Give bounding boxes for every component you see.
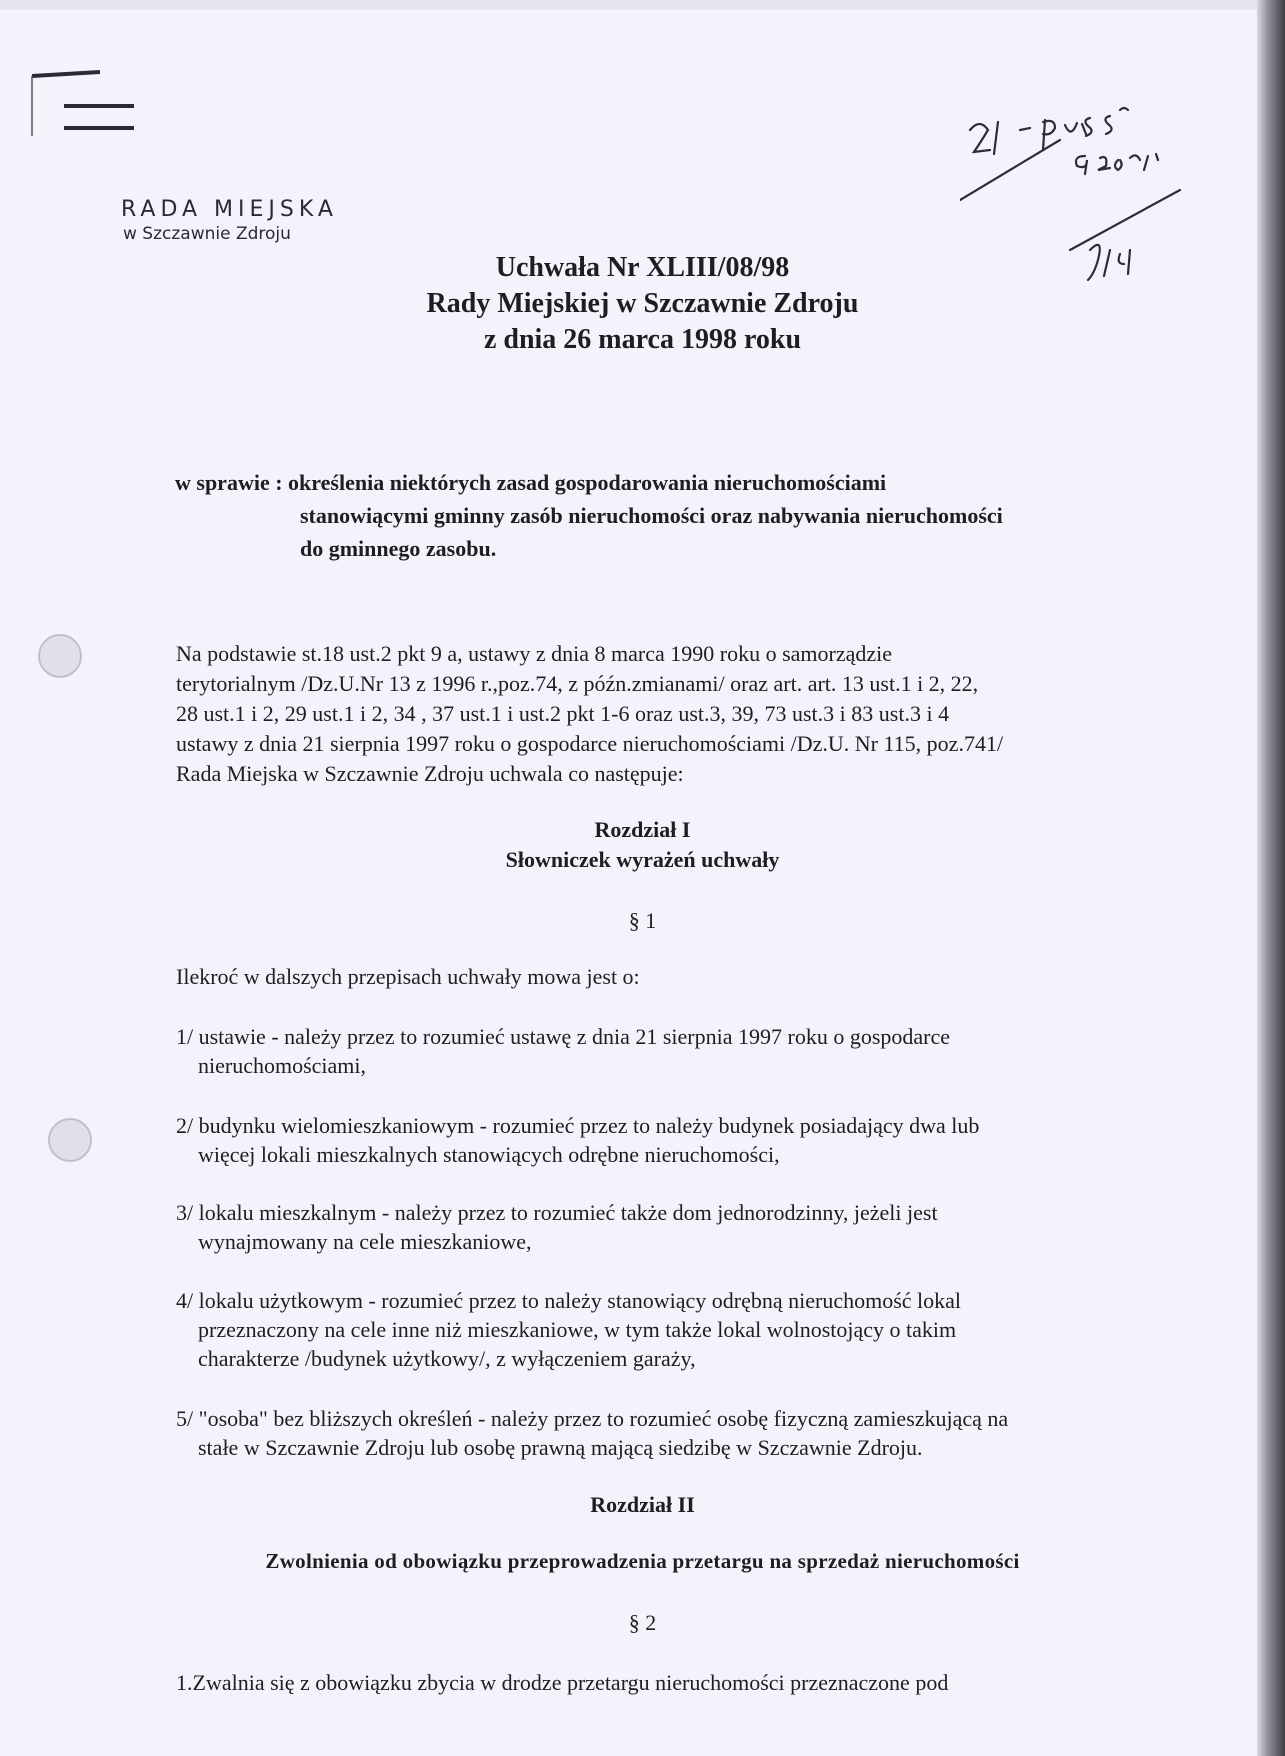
council-name: Rady Miejskiej w Szczawnie Zdroju xyxy=(426,288,859,319)
definitions-intro: Ilekroć w dalszych przepisach uchwały mowa jest o: xyxy=(176,964,640,989)
preamble-line: terytorialnym /Dz.U.Nr 13 z 1996 r.,poz.74, z późn.zmianami/ oraz art. art. 13 ust.1 i 2, 22, xyxy=(176,671,979,696)
chapter-2-title: Zwolnienia od obowiązku przeprowadzenia przetargu na sprzedaż nieruchomości xyxy=(265,1549,1020,1573)
definition-text: nieruchomościami, xyxy=(198,1053,367,1078)
preamble-line: Rada Miejska w Szczawnie Zdroju uchwala co następuje: xyxy=(176,761,684,786)
definition-text: 4/ lokalu użytkowym - rozumieć przez to należy stanowiący odrębną nieruchomość lokal xyxy=(176,1288,962,1313)
definition-item-4 xyxy=(176,1286,1116,1373)
definition-text: 5/ "osoba" bez bliższych określeń - należy przez to rozumieć osobę fizyczną zamieszkującą na xyxy=(176,1406,1009,1431)
scan-top-edge xyxy=(0,0,1285,10)
definition-text: wynajmowany na cele mieszkaniowe, xyxy=(198,1229,532,1254)
chapter-1-title: Słowniczek wyrażeń uchwały xyxy=(505,847,780,872)
definition-text: stałe w Szczawnie Zdroju lub osobę prawną mającą siedzibę w Szczawnie Zdroju. xyxy=(198,1435,923,1460)
definition-item-1 xyxy=(176,1022,1116,1080)
definition-text: charakterze /budynek użytkowy/, z wyłączeniem garaży, xyxy=(198,1346,696,1371)
preamble-line: 28 ust.1 i 2, 29 ust.1 i 2, 34 , 37 ust.1 i ust.2 pkt 1-6 oraz ust.3, 39, 73 ust.3 i 83 ust.3 i 4 xyxy=(176,701,950,726)
definition-text: 1/ ustawie - należy przez to rozumieć ustawę z dnia 21 sierpnia 1997 roku o gospodarce xyxy=(176,1024,951,1049)
binder-marks xyxy=(30,66,140,136)
definition-item-5 xyxy=(176,1404,1116,1462)
subject-line-2: stanowiącymi gminny zasób nieruchomości oraz nabywania nieruchomości xyxy=(300,503,1003,528)
definition-item-2 xyxy=(176,1111,1116,1169)
chapter-2-heading: Rozdział II xyxy=(590,1492,695,1517)
section-2-point-1: 1.Zwalnia się z obowiązku zbycia w drodze przetargu nieruchomości przeznaczone pod xyxy=(176,1670,949,1695)
definition-item-3 xyxy=(176,1198,1116,1256)
stamp-line-2: w Szczawnie Zdroju xyxy=(123,224,291,244)
resolution-number: Uchwała Nr XLIII/08/98 xyxy=(495,252,790,283)
preamble-line: ustawy z dnia 21 sierpnia 1997 roku o gospodarce nieruchomościami /Dz.U. Nr 115, poz.741/ xyxy=(176,731,1004,756)
section-2-sign: § 2 xyxy=(628,1610,657,1635)
subject-line-3: do gminnego zasobu. xyxy=(300,536,497,561)
chapter-1-heading: Rozdział I xyxy=(594,817,691,842)
punch-hole-top xyxy=(38,634,82,678)
subject-line-1: w sprawie : określenia niektórych zasad gospodarowania nieruchomościami xyxy=(175,470,887,495)
section-1-sign: § 1 xyxy=(628,908,657,933)
punch-hole-bottom xyxy=(48,1118,92,1162)
preamble xyxy=(176,639,1116,789)
resolution-subject xyxy=(175,466,1115,565)
council-stamp xyxy=(121,197,338,244)
definition-text: 3/ lokalu mieszkalnym - należy przez to rozumieć także dom jednorodzinny, jeżeli jest xyxy=(176,1200,938,1225)
stamp-line-1: RADA MIEJSKA xyxy=(121,197,338,222)
definition-text: przeznaczony na cele inne niż mieszkaniowe, w tym także lokal wolnostojący o takim xyxy=(198,1317,957,1342)
resolution-date: z dnia 26 marca 1998 roku xyxy=(483,324,802,355)
definition-text: więcej lokali mieszkalnych stanowiących odrębne nieruchomości, xyxy=(198,1142,780,1167)
preamble-line: Na podstawie st.18 ust.2 pkt 9 a, ustawy z dnia 8 marca 1990 roku o samorządzie xyxy=(176,641,893,666)
definition-text: 2/ budynku wielomieszkaniowym - rozumieć przez to należy budynek posiadający dwa lub xyxy=(176,1113,980,1138)
